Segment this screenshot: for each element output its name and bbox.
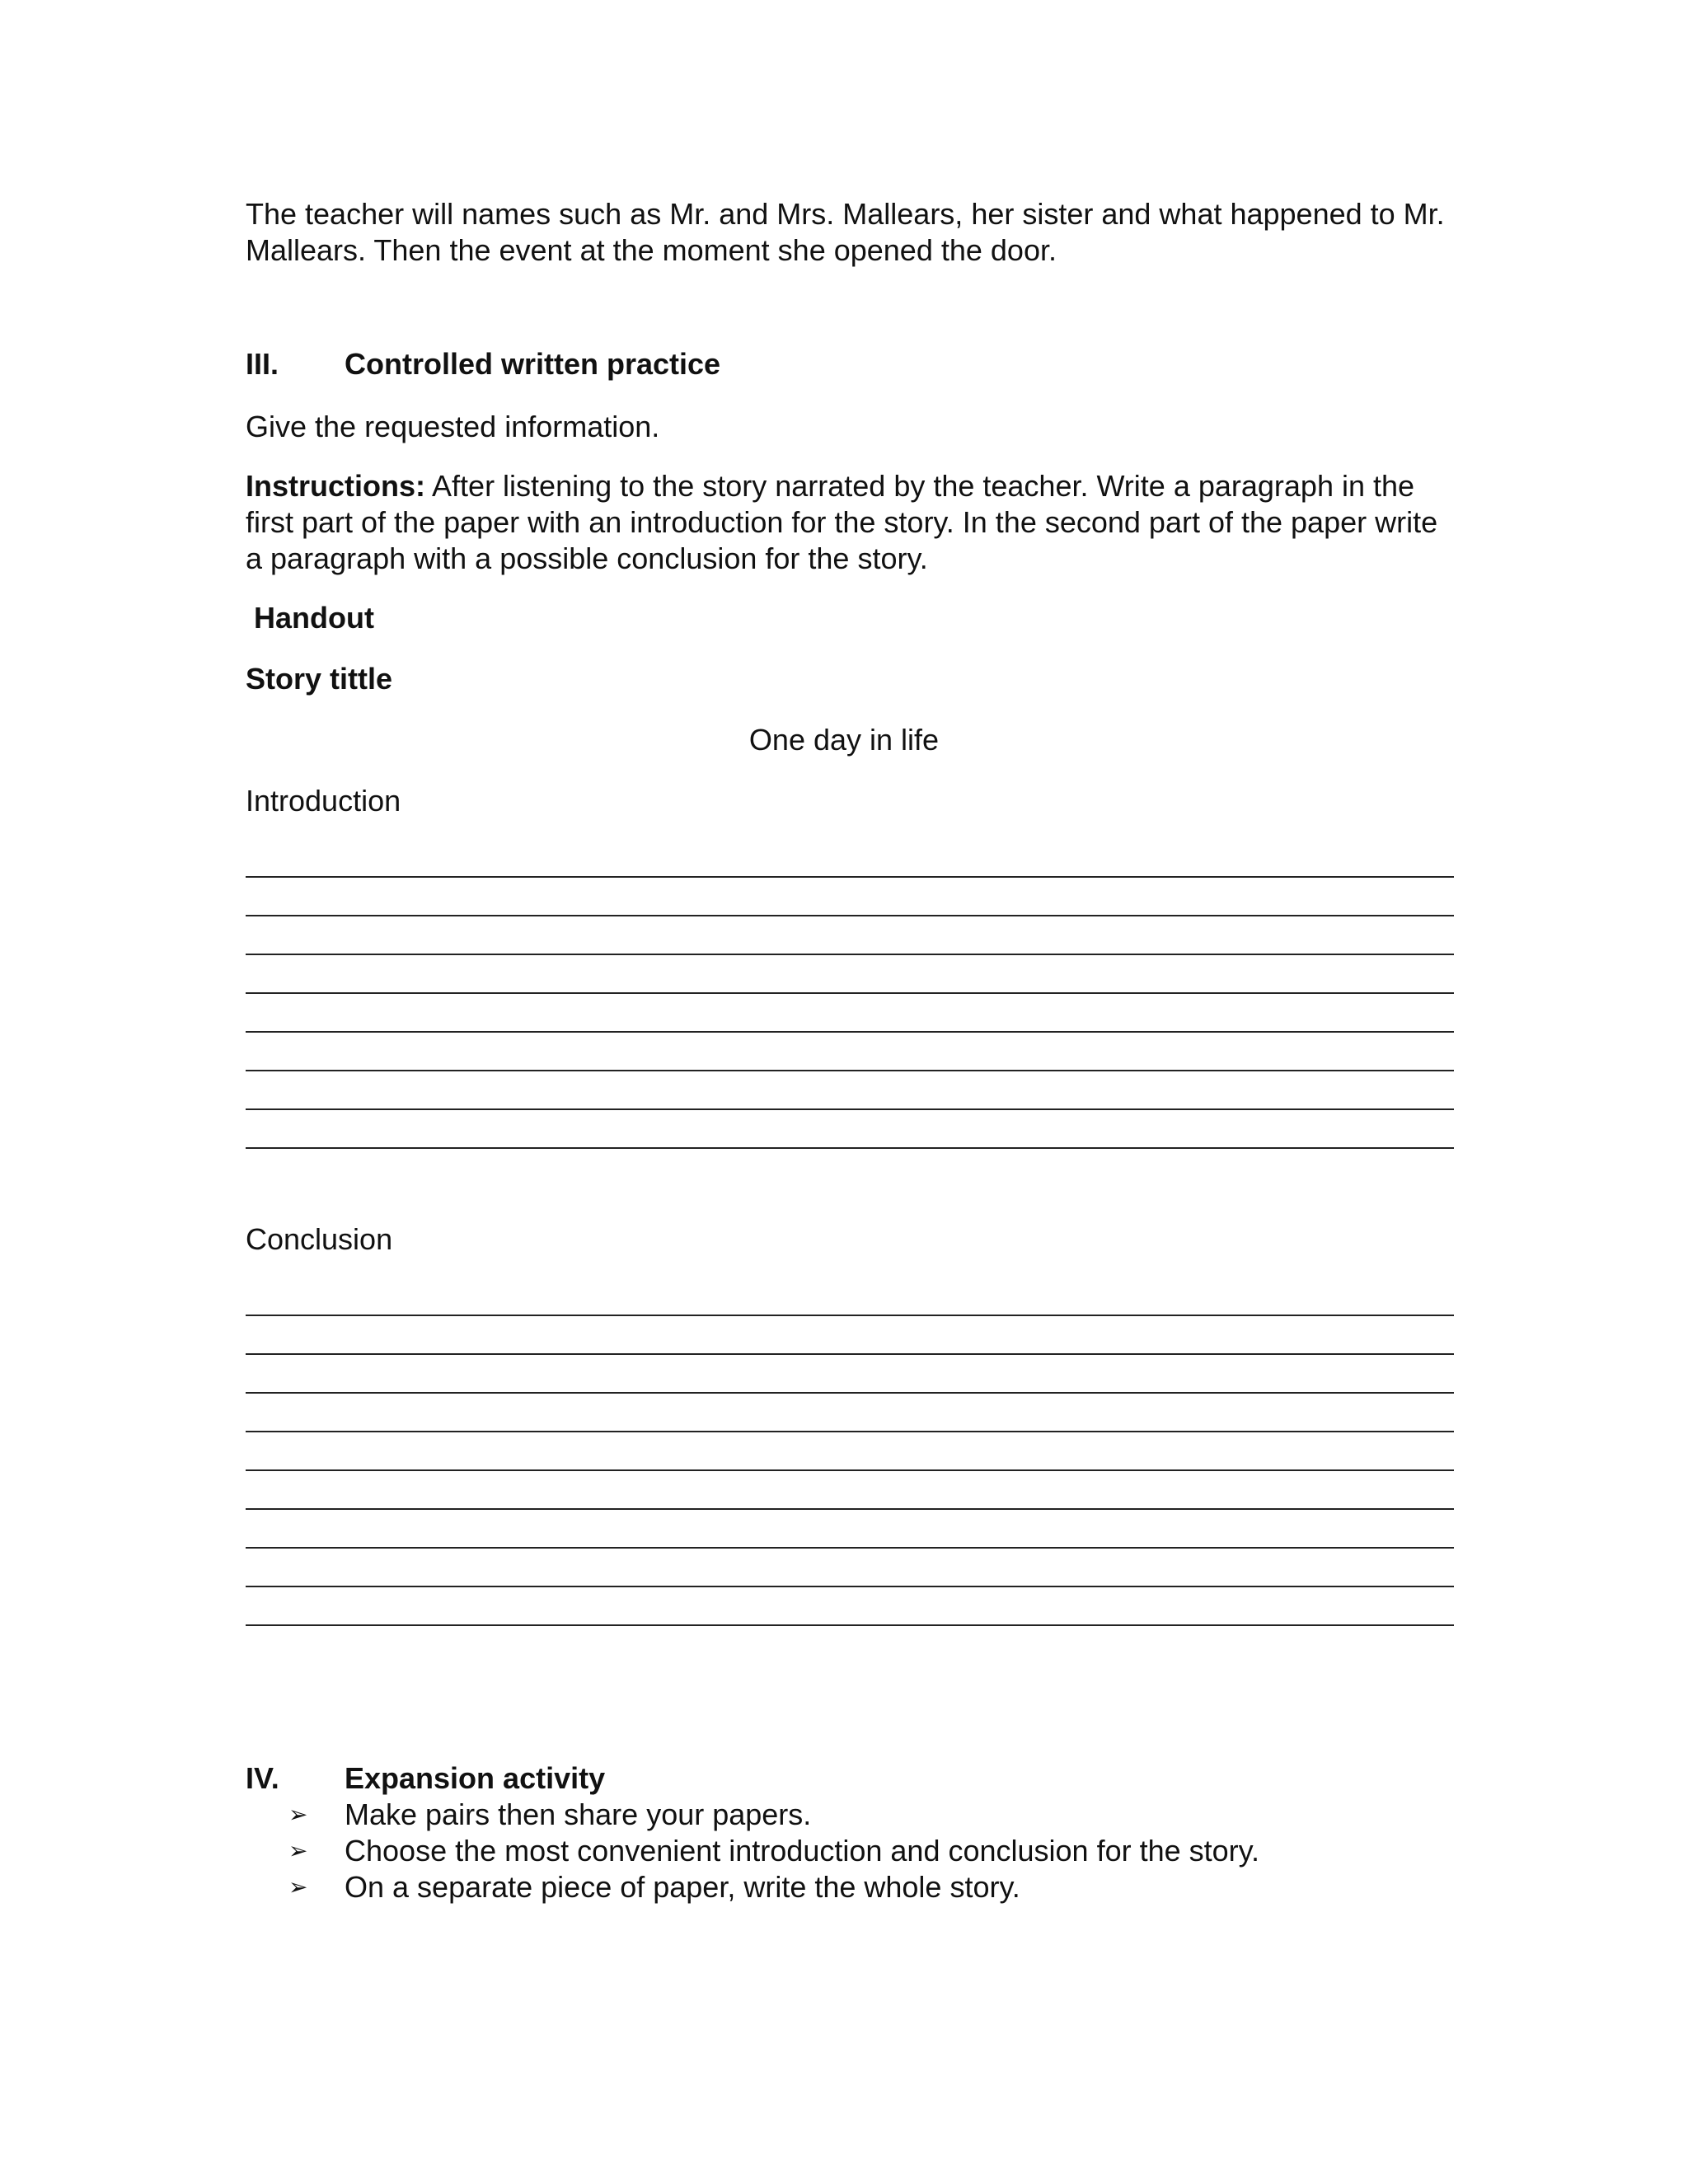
intro-paragraph: The teacher will names such as Mr. and Mrs. Mallears, her sister and what happened to Mr. Mallears. Then the event at the moment she opened the door. <box>246 197 1445 267</box>
writing-line <box>246 1510 1454 1549</box>
list-item <box>288 1797 1459 1833</box>
arrow-bullet-icon: ➢ <box>288 1801 308 1828</box>
section-3-title: Controlled written practice <box>345 347 721 381</box>
introduction-label: Introduction <box>246 784 401 818</box>
instructions-paragraph <box>246 468 1457 577</box>
instructions-label: Instructions: <box>246 469 426 503</box>
writing-line <box>246 1355 1454 1394</box>
arrow-bullet-icon: ➢ <box>288 1837 308 1864</box>
conclusion-label: Conclusion <box>246 1222 393 1256</box>
conclusion-writing-lines[interactable] <box>246 1277 1454 1626</box>
instructions-text: After listening to the story narrated by the teacher. Write a paragraph in the first part of the paper with an introduction for the story. In the second part of the paper write a paragraph with a possible conclusion for the story. <box>246 469 1438 575</box>
section-3-heading <box>246 346 720 382</box>
writing-line <box>246 916 1454 955</box>
writing-line <box>246 955 1454 994</box>
list-item <box>288 1833 1459 1869</box>
section-3-number: III. <box>246 347 279 381</box>
writing-line <box>246 1033 1454 1071</box>
list-item <box>288 1869 1459 1905</box>
writing-line <box>246 994 1454 1033</box>
bullet-text: Make pairs then share your papers. <box>345 1797 812 1831</box>
section-3-prompt: Give the requested information. <box>246 410 660 443</box>
writing-line <box>246 878 1454 916</box>
writing-line <box>246 1071 1454 1110</box>
bullet-text: On a separate piece of paper, write the whole story. <box>345 1870 1020 1904</box>
writing-line <box>246 1549 1454 1587</box>
writing-line <box>246 1316 1454 1355</box>
expansion-activity-list <box>288 1797 1459 1905</box>
arrow-bullet-icon: ➢ <box>288 1873 308 1900</box>
writing-line <box>246 1471 1454 1510</box>
story-title: One day in life <box>748 723 940 757</box>
story-title-label: Story tittle <box>246 662 393 696</box>
writing-line <box>246 1394 1454 1432</box>
writing-line <box>246 1587 1454 1626</box>
handout-heading: Handout <box>254 601 374 635</box>
section-4-number: IV. <box>246 1761 279 1795</box>
section-4-heading <box>246 1760 605 1797</box>
writing-line <box>246 1432 1454 1471</box>
writing-line <box>246 1277 1454 1316</box>
writing-line <box>246 1110 1454 1149</box>
section-4-title: Expansion activity <box>345 1761 606 1795</box>
introduction-writing-lines[interactable] <box>246 839 1454 1149</box>
bullet-text: Choose the most convenient introduction and conclusion for the story. <box>345 1834 1259 1868</box>
writing-line <box>246 839 1454 878</box>
